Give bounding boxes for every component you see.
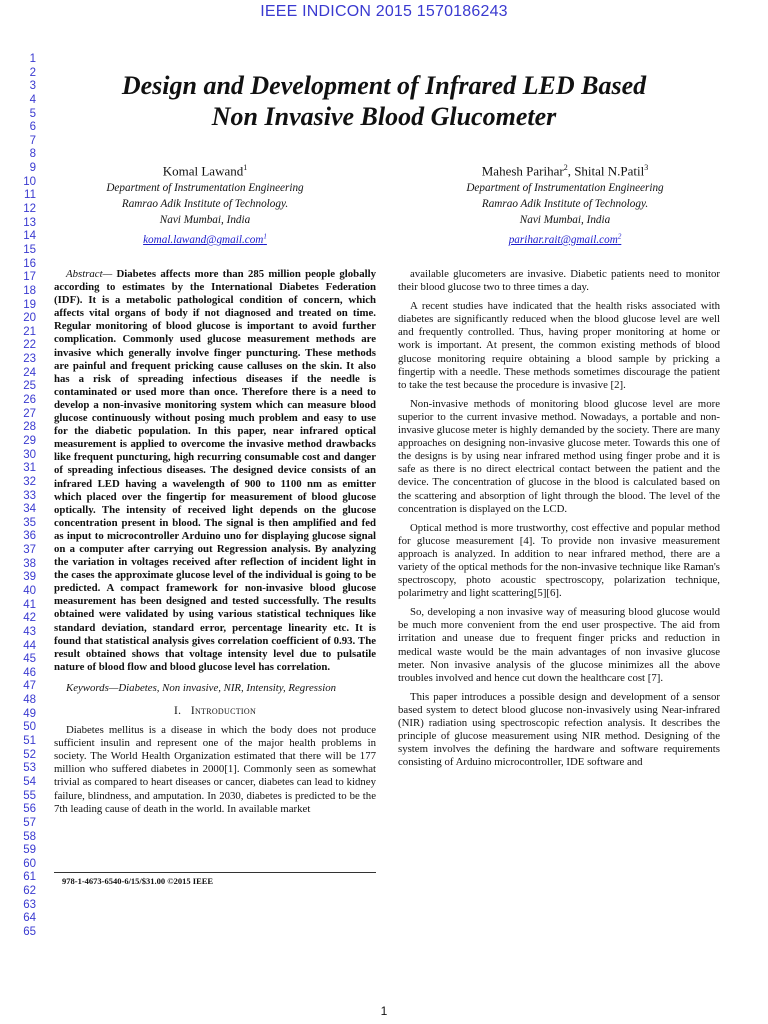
author-block-1 (60, 160, 350, 248)
line-number: 29 (23, 434, 36, 447)
line-number: 61 (23, 871, 36, 884)
line-number: 18 (23, 284, 36, 297)
line-number: 10 (23, 175, 36, 188)
author-department-1: Department of Instrumentation Engineering (106, 182, 304, 195)
right-body-text (398, 268, 720, 769)
line-number: 3 (29, 80, 36, 93)
line-number: 1 (29, 53, 36, 65)
line-number: 65 (23, 926, 36, 938)
author-name-2: Mahesh Parihar$^2$, Shital N.Patil$^3$ (481, 163, 649, 179)
line-number: 24 (23, 366, 36, 379)
line-number: 36 (23, 530, 36, 543)
line-number: 22 (23, 339, 36, 352)
line-number: 45 (23, 653, 36, 666)
copyright-footnote: 978-1-4673-6540-6/15/$31.00 ©2015 IEEE (62, 876, 214, 886)
line-number: 8 (29, 148, 36, 161)
title-line-2: Non Invasive Blood Glucometer (211, 102, 557, 131)
line-number: 41 (23, 598, 36, 611)
line-number: 15 (23, 243, 36, 256)
abstract (54, 268, 376, 674)
line-number: 17 (23, 271, 36, 284)
left-column (54, 268, 376, 822)
line-number: 38 (23, 557, 36, 570)
left-body-text (54, 724, 376, 816)
line-number: 60 (23, 857, 36, 870)
conference-header: IEEE INDICON 2015 1570186243 (260, 3, 508, 20)
right-column (398, 268, 720, 775)
line-number: 62 (23, 885, 36, 898)
footnote-divider (54, 872, 376, 873)
line-number: 43 (23, 625, 36, 638)
line-number: 49 (23, 707, 36, 720)
line-number: 7 (29, 134, 36, 147)
line-number: 44 (23, 639, 36, 652)
line-number: 5 (29, 107, 36, 120)
line-number: 33 (23, 489, 36, 502)
author-email-1[interactable] (60, 228, 350, 248)
line-number: 63 (23, 898, 36, 911)
line-number: 12 (23, 203, 36, 216)
body-paragraph: Diabetes mellitus is a disease in which the body does not produce sufficient insulin and represent one of the major health problems in society. The World Health Organization estimated that there will be 177 million who suffered diabetes in 2000[1]. Commonly seen as somewhat trivial as compared to heart diseases or cancer, diabetes can lead to kidney failure, blindness, and amputation. In 2030, diabetes is predicted to be the 7th leading cause of death in the world. In available market (54, 724, 376, 815)
line-number: 19 (23, 298, 36, 311)
abstract-label: Abstract— (66, 268, 113, 280)
section-heading-introduction: I. Introduction (173, 705, 257, 717)
title-line-1: Design and Development of Infrared LED Based (121, 71, 647, 100)
line-number: 51 (23, 735, 36, 748)
author-location-1: Navi Mumbai, India (159, 214, 251, 227)
line-number: 54 (23, 775, 36, 788)
line-number: 32 (23, 475, 36, 488)
line-number: 55 (23, 789, 36, 802)
author-block-2 (420, 160, 710, 248)
line-number: 25 (23, 380, 36, 393)
abstract-text: Diabetes affects more than 285 million people globally according to estimates by the International Diabetes Federation (IDF). It is a metabolic pathological condition of concern, which affects vital organs of body if not diagnosed and treated on time. Regular monitoring of blood glucose is important to avoid further complication. Commonly used glucose measurement methods are invasive which generally involve finger puncturing. These methods are painful and frequent pricking cause calluses on the skin. It also has a risk of spreading infectious diseases if the needle is contaminated or used more than once. Therefore there is a need to develop a non-invasive monitoring system which can measure blood glucose continuously without posing much problem and easy to use for the diabetic population. In this paper, near infrared optical measurement is applied to overcome the invasive method drawbacks like frequent puncturing, high recurring consumable cost and danger of spreading infectious diseases. The designed device consists of an infrared LED having a wavelength of 900 to 1100 nm as emitter which placed over the fingertip for measurement of blood glucose optically. The intensity of received light depends on the glucose concentration present in blood. The signal is then amplified and fed as input to microcontroller Arduino uno for displaying glucose signal on a computer after carrying out Regression analysis. By analyzing the variation in voltages received after reflection of incident light in the cases the approximate glucose level of the individual is going to be predicted. A compact framework for non-invasive blood glucose measurement has been designed and tested successfully. The results obtained were validated by using various statistical techniques like standard deviation, standard error, percentage linearity etc. It is found that statistical analysis gives correlation coefficient of 0.93. The result obtained shows that voltage intensity level due to pulsatile nature of blood flow and blood glucose level has correlation. (54, 268, 376, 673)
author-location-2: Navi Mumbai, India (519, 214, 611, 227)
line-number: 48 (23, 694, 36, 707)
author-name-1: Komal Lawand$^1$ (162, 163, 248, 179)
line-number: 47 (23, 680, 36, 693)
line-number: 58 (23, 830, 36, 843)
line-number: 53 (23, 762, 36, 775)
line-number: 30 (23, 448, 36, 461)
line-number: 4 (29, 93, 36, 106)
line-number: 16 (23, 257, 36, 270)
line-number: 9 (29, 162, 36, 175)
author-email-2[interactable] (420, 228, 710, 248)
body-paragraph: A recent studies have indicated that the health risks associated with diabetes are significantly reduced when the blood glucose level are well and frequently controlled. Thus, having proper monitoring at home or work is important. At present, the common existing methods of blood glucose monitoring require obtaining a blood sample by pricking a fingertip with a needle. These methods sometimes discourage the patient to take the test because the procedure is invasive [2]. (398, 300, 720, 391)
line-number: 14 (23, 230, 36, 243)
author-department-2: Department of Instrumentation Engineering (466, 182, 664, 195)
line-number: 21 (23, 325, 36, 338)
line-number: 50 (23, 721, 36, 734)
line-number: 13 (23, 216, 36, 229)
line-number: 64 (23, 912, 36, 925)
line-number: 39 (23, 571, 36, 584)
line-number: 28 (23, 421, 36, 434)
body-paragraph: available glucometers are invasive. Diabetic patients need to monitor their blood glucose two to three times a day. (398, 268, 720, 294)
line-number: 27 (23, 407, 36, 420)
line-number: 6 (29, 121, 36, 134)
line-number: 40 (23, 584, 36, 597)
line-number: 23 (23, 353, 36, 366)
body-paragraph: Optical method is more trustworthy, cost effective and popular method for glucose measurement [4]. To provide non invasive measurement approach is analyzed. In addition to near infrared method, there are a variety of the optical methods for the non-invasive technique like Raman's spectroscopy, photo acoustic spectroscopy, polarization technique, polarimetry and light scattering[5][6]. (398, 521, 720, 600)
line-number: 42 (23, 612, 36, 625)
line-numbers (6, 53, 36, 940)
line-number: 26 (23, 394, 36, 407)
line-number: 57 (23, 816, 36, 829)
line-number: 37 (23, 544, 36, 557)
line-number: 20 (23, 312, 36, 325)
line-number: 59 (23, 844, 36, 857)
author-institute-2: Ramrao Adik Institute of Technology. (481, 198, 649, 211)
keywords: Keywords—Diabetes, Non invasive, NIR, Intensity, Regression (66, 681, 336, 694)
author-email-link-2[interactable]: parihar.rait@gmail.com$^2$ (508, 232, 622, 247)
body-paragraph: Non-invasive methods of monitoring blood glucose level are more superior to the current invasive method. Nowadays, a portable and non-invasive glucose meter is highly demanded by the society. There are many approaches on designing non-invasive glucose meter. Towards this one of the designs is by using near infrared method using finger probe and it is safe as there is no direct electrical contact between the patient and the device. The concentration of glucose in the blood is calculated based on the scattering and absorption of light through the blood. The level of the concentration is displayed on the LCD. (398, 397, 720, 515)
line-number: 56 (23, 803, 36, 816)
line-number: 35 (23, 516, 36, 529)
author-email-link-1[interactable]: komal.lawand@gmail.com$^1$ (143, 232, 267, 247)
line-number: 11 (24, 189, 36, 202)
line-number: 52 (23, 748, 36, 761)
paper-title (40, 70, 728, 132)
line-number: 46 (23, 666, 36, 679)
line-number: 31 (23, 462, 36, 475)
author-institute-1: Ramrao Adik Institute of Technology. (121, 198, 289, 211)
line-number: 2 (29, 66, 36, 79)
line-number: 34 (23, 503, 36, 516)
body-paragraph: This paper introduces a possible design and development of a sensor based system to detect blood glucose non-invasively using Near-infrared (NIR) radiation using spectroscopic refection analysis. It describes the principle of glucose measurement using NIR method. Designing of the system involves the defining the hardware and software requirements consisting of Arduino microcontroller, IDE software and (398, 690, 720, 769)
page-number: 1 (380, 1004, 388, 1018)
body-paragraph: So, developing a non invasive way of measuring blood glucose would be much more convenient from the end user prospective. The aid from irritation and unease due to frequent finger pricks and reduction in medical waste would be the main advantages of non invasive glucose meter. Non invasive analysis of the glucose minimizes all the above troubles involved and hence cut down the healthcare cost [7]. (398, 606, 720, 684)
